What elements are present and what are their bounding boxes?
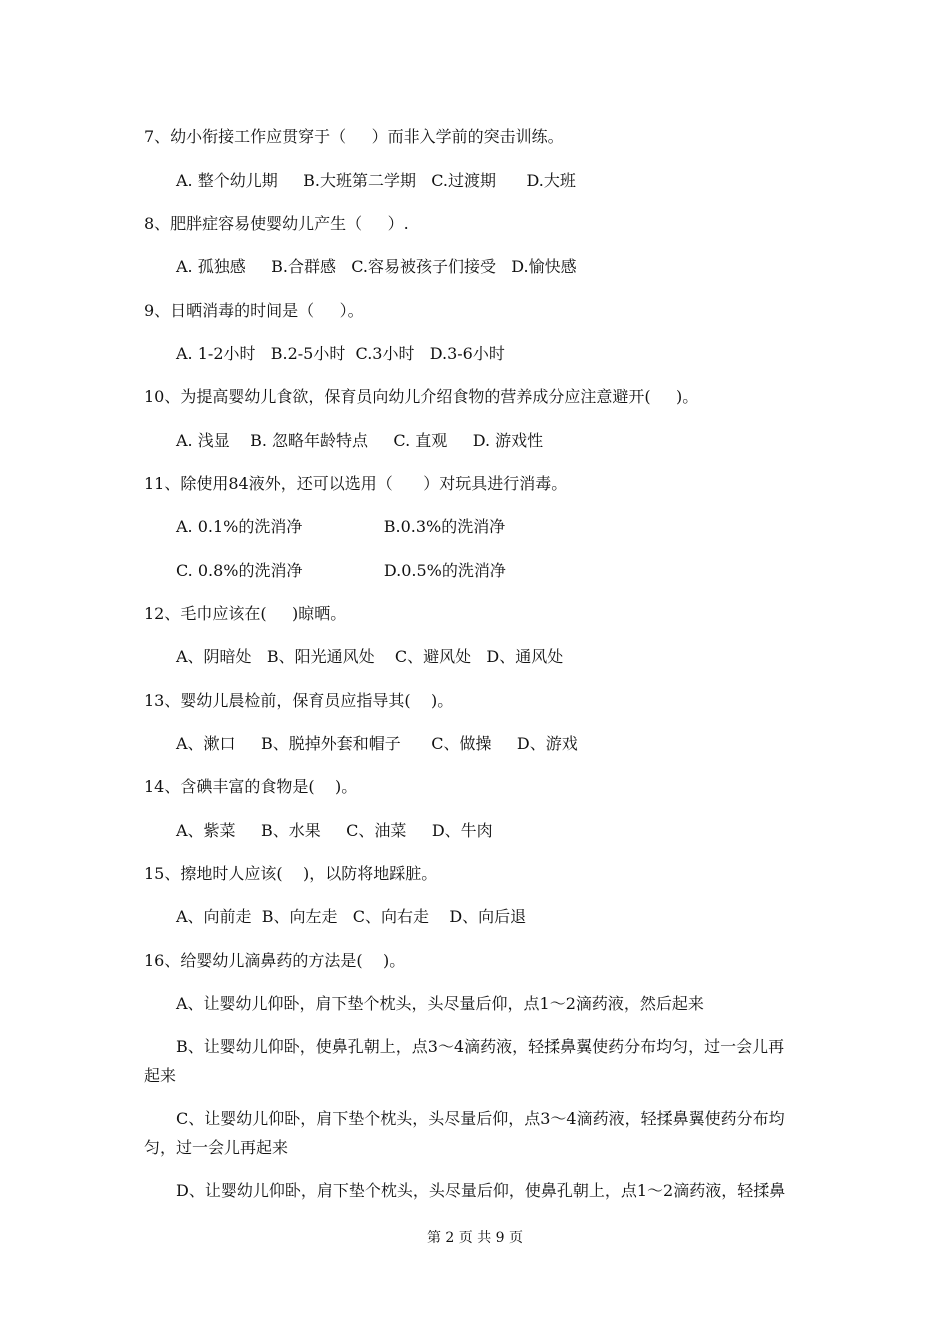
question-15-options: A、向前走 B、向左走 C、向右走 D、向后退 [176, 907, 527, 926]
question-15-stem: 15、擦地时人应该( )，以防将地踩脏。 [144, 864, 438, 883]
question-7-stem: 7、幼小衔接工作应贯穿于（ ）而非入学前的突击训练。 [144, 127, 564, 146]
question-8-stem: 8、肥胖症容易使婴幼儿产生（ ）. [144, 214, 409, 233]
question-16-option-c-line1: C、让婴幼儿仰卧，肩下垫个枕头，头尽量后仰，点3～4滴药液，轻揉鼻翼使药分布均 [176, 1109, 785, 1128]
question-16-option-d-line1: D、让婴幼儿仰卧，肩下垫个枕头，头尽量后仰，使鼻孔朝上，点1～2滴药液，轻揉鼻 [176, 1181, 786, 1200]
question-7-options: A. 整个幼儿期 B.大班第二学期 C.过渡期 D.大班 [176, 171, 576, 190]
question-13-options: A、漱口 B、脱掉外套和帽子 C、做操 D、游戏 [176, 734, 578, 753]
question-11-options-row2: C. 0.8%的洗消净 D.0.5%的洗消净 [176, 561, 506, 580]
question-10-stem: 10、为提高婴幼儿食欲，保育员向幼儿介绍食物的营养成分应注意避开( )。 [144, 387, 699, 406]
question-9-stem: 9、日晒消毒的时间是（ ）。 [144, 301, 364, 320]
question-8-options: A. 孤独感 B.合群感 C.容易被孩子们接受 D.愉快感 [176, 257, 577, 276]
question-12-options: A、阴暗处 B、阳光通风处 C、避风处 D、通风处 [176, 647, 564, 666]
question-10-options: A. 浅显 B. 忽略年龄特点 C. 直观 D. 游戏性 [176, 431, 544, 450]
question-13-stem: 13、婴幼儿晨检前，保育员应指导其( )。 [144, 691, 454, 710]
question-12-stem: 12、毛巾应该在( )晾晒。 [144, 604, 347, 623]
question-16-option-c-line2: 匀，过一会儿再起来 [144, 1138, 289, 1157]
question-14-stem: 14、含碘丰富的食物是( )。 [144, 777, 358, 796]
page-footer: 第 2 页 共 9 页 [426, 1230, 524, 1246]
question-11-options-row1: A. 0.1%的洗消净 B.0.3%的洗消净 [176, 517, 506, 536]
question-16-option-b-line2: 起来 [144, 1066, 177, 1085]
question-16-stem: 16、给婴幼儿滴鼻药的方法是( )。 [144, 951, 406, 970]
question-11-stem: 11、除使用84液外，还可以选用（ ）对玩具进行消毒。 [144, 474, 568, 493]
question-16-option-a: A、让婴幼儿仰卧，肩下垫个枕头，头尽量后仰，点1～2滴药液，然后起来 [176, 994, 704, 1013]
question-14-options: A、紫菜 B、水果 C、油菜 D、牛肉 [176, 821, 493, 840]
question-9-options: A. 1-2小时 B.2-5小时 C.3小时 D.3-6小时 [176, 344, 505, 363]
question-16-option-b-line1: B、让婴幼儿仰卧，使鼻孔朝上，点3～4滴药液，轻揉鼻翼使药分布均匀，过一会儿再 [176, 1037, 785, 1056]
